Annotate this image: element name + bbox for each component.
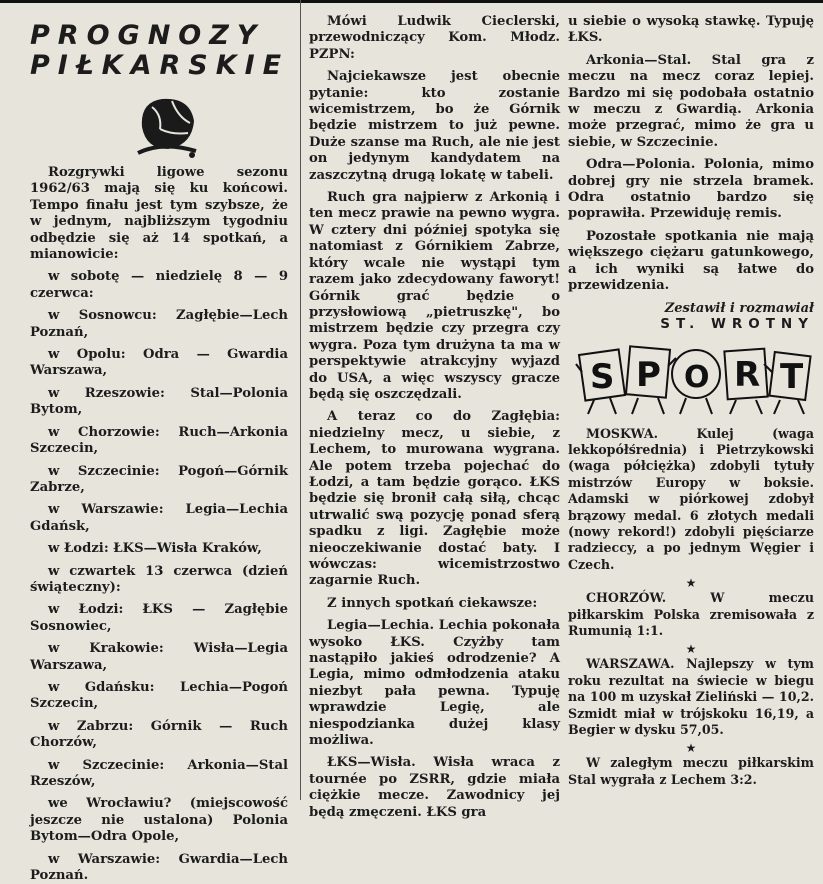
fixture-14: w Warszawie: Gwardia—Lech Poznań.	[30, 851, 288, 884]
interview-paragraph-3: A teraz co do Zagłębia: niedzielny mecz, u siebie, z Lechem, to murowana wygrana. Ale potem trzeba pojechać do Łodzi, a tam będzie gorąco. ŁKS będzie się bronił całą siłą, chcąc utrwalić swą pozycję ponad sferą spadku z ligi. Zagłębie może nieoczekiwanie dostać baty. I wówczas: wicemistrzostwo zagarnie Ruch.	[309, 409, 560, 589]
sport-letter-t: T	[780, 356, 804, 397]
interview-paragraph-6: ŁKS—Wisła. Wisła wraca z tournée po ZSRR, gdzie miała ciężkie mecze. Zawodnicy jej będą zmęczeni. ŁKS gra	[309, 755, 560, 820]
sport-logo	[576, 342, 812, 420]
fixture-4: w Chorzowie: Ruch—Arkonia Szczecin,	[30, 424, 288, 457]
column-2	[300, 0, 560, 820]
news-item-4: W zaległym meczu piłkarskim Stal wygrała z Lechem 3:2.	[568, 755, 814, 787]
fixture-7: w Łodzi: ŁKS—Wisła Kraków,	[48, 541, 262, 557]
fixture-9: w Krakowie: Wisła—Legia Warszawa,	[30, 641, 288, 673]
column-1	[30, 0, 290, 884]
fixture-11: w Zabrzu: Górnik — Ruch Chorzów,	[30, 718, 288, 751]
interview-paragraph-5: Legia—Lechia. Lechia pokonała wysoko ŁKS. Czyżby tam nastąpiło jakieś odrodzenie? A Legia, mimo odmłodzenia ataku niezbyt pała pewna. Typuję wprawdzie Legię, ale niespodzianka dużej klasy możliwa.	[309, 618, 560, 749]
author-name: ST. WROTNY	[660, 315, 814, 332]
interview-paragraph-9: Pozostałe spotkania nie mają większego ciężaru gatunkowego, a ich wyniki są łatwe do przewidzenia.	[568, 228, 814, 294]
fixture-6: w Warszawie: Legia—Lechia Gdańsk,	[30, 502, 288, 534]
news-item-3: WARSZAWA. Najlepszy w tym roku rezultat na świecie w biegu na 100 m uzyskał Zieliński — 10,2. Szmidt miał w trójskoku 16,19, a Begier w dysku 57,05.	[568, 656, 814, 737]
sport-letter-r: R	[734, 354, 761, 395]
star-separator-1: ★	[685, 576, 697, 591]
interview-continued: u siebie o wysoką stawkę. Typuję ŁKS.	[568, 14, 814, 46]
sport-letter-p: P	[636, 354, 661, 395]
fixture-1: w Sosnowcu: Zagłębie—Lech Poznań,	[30, 308, 288, 340]
fixture-13: we Wrocławiu? (miejscowość jeszcze nie ustalona) Polonia Bytom—Odra Opole,	[30, 796, 288, 845]
fixture-5: w Szczecinie: Pogoń—Górnik Zabrze,	[30, 463, 288, 495]
fixture-12: w Szczecinie: Arkonia—Stal Rzeszów,	[30, 757, 288, 789]
fixture-8: w Łodzi: ŁKS — Zagłębie Sosnowiec,	[30, 602, 288, 634]
headline-line-2: PIŁKARSKIE	[30, 50, 290, 81]
date-heading-2: w czwartek 13 czerwca (dzień świąteczny):	[30, 563, 288, 595]
interview-paragraph-4: Z innych spotkań ciekawsze:	[327, 595, 538, 611]
interview-paragraph-1: Najciekawsze jest obecnie pytanie: kto zostanie wicemistrzem, bo że Górnik będzie mistrzem to już pewne. Duże szanse ma Ruch, ale nie jest on jedynym kandydatem na zaszczytną drugą lokatę w tabeli.	[309, 69, 560, 183]
interview-paragraph-2: Ruch gra najpierw z Arkonią i ten mecz prawie na pewno wygra. W cztery dni później spotyka się natomiast z Górnikiem Zabrze, który wcale nie wystąpi tym razem jako zdecydowany faworyt! Górnik grać będzie o przysłowiową „pietruszkę", bo mistrzem będzie czy przegra czy wygra. Poza tym drużyna ta ma w perspektywie atrakcyjny wyjazd do USA, a więc wszyscy gracze będą się oszczędzali.	[309, 190, 560, 402]
fixture-2: w Opolu: Odra — Gwardia Warszawa,	[30, 347, 288, 379]
headline-line-1: PROGNOZY	[30, 20, 265, 51]
sport-letter-s: S	[590, 356, 615, 397]
interview-paragraph-8: Odra—Polonia. Polonia, mimo dobrej gry nie strzela bramek. Odra ostatnio bardzo się poprawiła. Przewiduję remis.	[568, 157, 814, 222]
star-separator-2: ★	[685, 642, 697, 657]
news-item-2: CHORZÓW. W meczu piłkarskim Polska zremisowała z Rumunią 1:1.	[568, 590, 814, 638]
intro-paragraph: Rozgrywki ligowe sezonu 1962/63 mają się ku końcowi. Tempo finału jest tym szybsze, że w jednym, najbliższym tygodniu odbędzie się aż 14 spotkań, a mianowicie:	[30, 165, 288, 263]
fixture-10: w Gdańsku: Lechia—Pogoń Szczecin,	[30, 679, 288, 712]
column-3	[564, 0, 814, 800]
interview-intro: Mówi Ludwik Cieclerski, przewodniczący Kom. Młodz. PZPN:	[309, 14, 560, 62]
interview-paragraph-7: Arkonia—Stal. Stal gra z meczu na mecz coraz lepiej. Bardzo mi się podobała ostatnio w meczu z Gwardią. Arkonia może przegrać, mimo że gra u siebie, w Szczecinie.	[568, 52, 814, 150]
sport-letter-o: O	[684, 359, 710, 395]
star-separator-3: ★	[685, 741, 697, 756]
football-illustration	[132, 87, 202, 159]
news-item-1: MOSKWA. Kulej (waga lekkopółśrednia) i Pietrzykowski (waga półciężka) zdobyli tytuły mistrzów Europy w boksie. Adamski w piórkowej zdobył brązowy medal. 6 złotych medali (nowy rekord!) zdobyli pięściarze radzieccy, a po jednym Węgier i Czech.	[568, 425, 814, 572]
fixture-3: w Rzeszowie: Stal—Polonia Bytom,	[30, 385, 288, 418]
date-heading-1: w sobotę — niedzielę 8 — 9 czerwca:	[30, 269, 288, 301]
byline: Zestawił i rozmawiał	[664, 300, 814, 316]
